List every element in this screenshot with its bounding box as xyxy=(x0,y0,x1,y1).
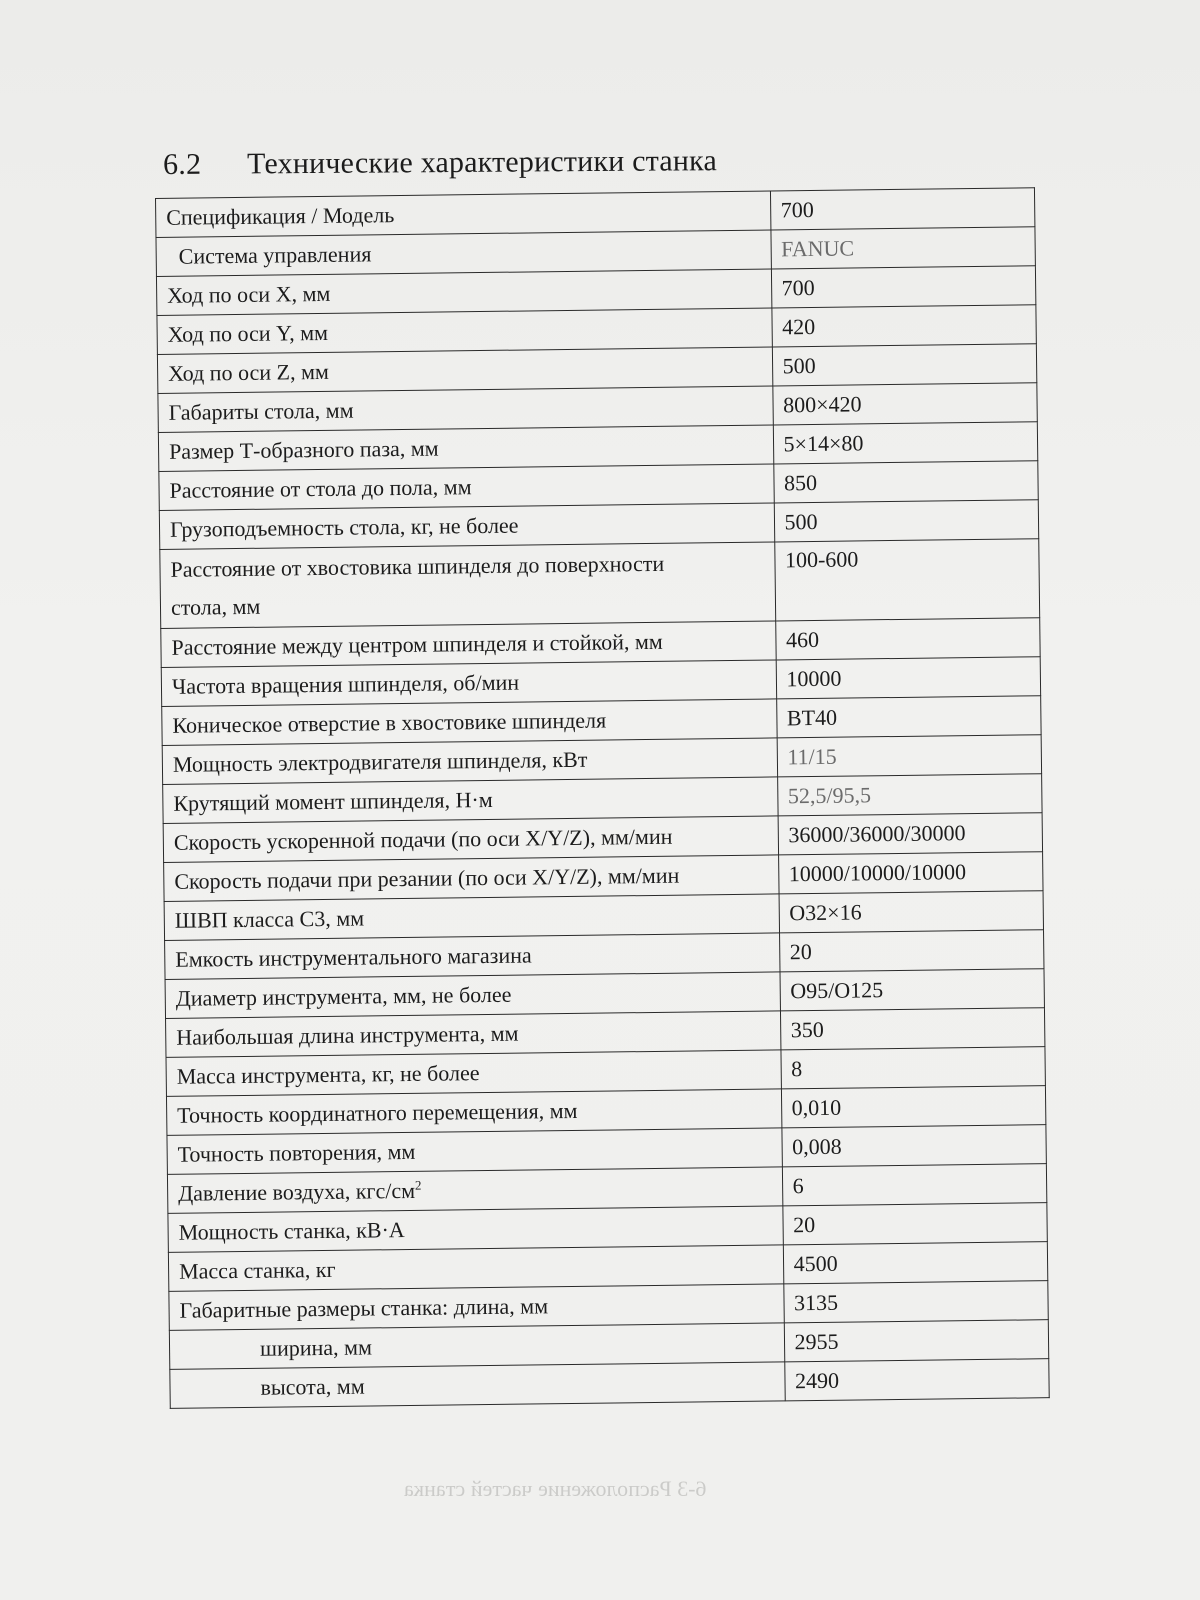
param-cell: Ход по оси Z, мм xyxy=(157,347,772,394)
param-cell: ширина, мм xyxy=(169,1323,784,1370)
section-heading xyxy=(163,144,717,182)
param-cell: Масса инструмента, кг, не более xyxy=(166,1050,781,1097)
param-cell: высота, мм xyxy=(170,1362,785,1409)
value-cell: 700 xyxy=(771,266,1036,308)
value-cell: 52,5/95,5 xyxy=(777,774,1042,816)
param-cell: Мощность электродвигателя шпинделя, кВт xyxy=(162,738,777,785)
value-cell: 20 xyxy=(779,930,1044,972)
value-cell: 350 xyxy=(780,1008,1045,1050)
param-line: Расстояние от хвостовика шпинделя до поверхности xyxy=(170,550,665,582)
param-cell: Мощность станка, кВ·А xyxy=(168,1206,783,1253)
param-cell: Ход по оси Y, мм xyxy=(157,308,772,355)
param-cell: Ход по оси X, мм xyxy=(156,269,771,316)
value-cell: 0,008 xyxy=(781,1125,1046,1167)
value-cell: 11/15 xyxy=(777,735,1042,777)
value-cell: 36000/36000/30000 xyxy=(778,813,1043,855)
param-cell: Масса станка, кг xyxy=(168,1245,783,1292)
value-cell: 4500 xyxy=(783,1242,1048,1284)
param-cell: Точность координатного перемещения, мм xyxy=(166,1089,781,1136)
param-cell: Коническое отверстие в хвостовике шпинделя xyxy=(162,699,777,746)
param-cell: Точность повторения, мм xyxy=(167,1128,782,1175)
value-cell: 460 xyxy=(775,618,1040,660)
param-cell: Расстояние от стола до пола, мм xyxy=(159,464,774,511)
param-cell: Система управления xyxy=(156,230,771,277)
value-cell: 10000/10000/10000 xyxy=(778,852,1043,894)
value-cell: 5×14×80 xyxy=(773,422,1038,464)
value-cell: 2955 xyxy=(784,1320,1049,1362)
value-cell: O95/O125 xyxy=(780,969,1045,1011)
bleed-through-text: 6-3 Расположение частей станка xyxy=(404,1476,707,1501)
param-cell: Спецификация / Модель xyxy=(156,191,771,238)
value-cell: 2490 xyxy=(784,1359,1049,1401)
value-cell: 10000 xyxy=(776,657,1041,699)
param-cell: Наибольшая длина инструмента, мм xyxy=(166,1011,781,1058)
value-cell: O32×16 xyxy=(779,891,1044,933)
value-cell: 0,010 xyxy=(781,1086,1046,1128)
param-cell: Скорость ускоренной подачи (по оси X/Y/Z), мм/мин xyxy=(163,816,778,863)
param-cell: Крутящий момент шпинделя, Н·м xyxy=(163,777,778,824)
value-cell: 700 xyxy=(770,188,1035,230)
superscript: 2 xyxy=(414,1177,422,1193)
param-line: стола, мм xyxy=(170,593,261,620)
value-cell: 3135 xyxy=(783,1281,1048,1323)
param-cell: Размер Т-образного паза, мм xyxy=(158,425,773,472)
param-cell: Диаметр инструмента, мм, не более xyxy=(165,972,780,1019)
spec-table xyxy=(155,187,1050,1409)
value-cell: 100-600 xyxy=(774,539,1039,621)
param-cell: Грузоподъемность стола, кг, не более xyxy=(159,503,774,550)
value-cell: 500 xyxy=(774,500,1039,542)
table-row xyxy=(160,539,1040,629)
param-cell: ШВП класса С3, мм xyxy=(164,894,779,941)
section-title: Технические характеристики станка xyxy=(246,144,718,181)
value-cell: 20 xyxy=(782,1203,1047,1245)
param-cell: Габаритные размеры станка: длина, мм xyxy=(169,1284,784,1331)
param-cell: Габариты стола, мм xyxy=(158,386,773,433)
param-cell xyxy=(160,542,775,629)
value-cell: 850 xyxy=(773,461,1038,503)
param-cell: Скорость подачи при резании (по оси X/Y/Z), мм/мин xyxy=(164,855,779,902)
param-text: Давление воздуха, кгс/см xyxy=(178,1178,416,1207)
value-cell: 420 xyxy=(771,305,1036,347)
param-cell: Частота вращения шпинделя, об/мин xyxy=(161,660,776,707)
value-cell: 6 xyxy=(782,1164,1047,1206)
section-number: 6.2 xyxy=(163,147,202,181)
value-cell: 500 xyxy=(772,344,1037,386)
value-cell: FANUC xyxy=(770,227,1035,269)
param-cell: Емкость инструментального магазина xyxy=(165,933,780,980)
value-cell: BT40 xyxy=(776,696,1041,738)
value-cell: 800×420 xyxy=(772,383,1037,425)
value-cell: 8 xyxy=(780,1047,1045,1089)
param-cell: Расстояние между центром шпинделя и стойкой, мм xyxy=(161,621,776,668)
